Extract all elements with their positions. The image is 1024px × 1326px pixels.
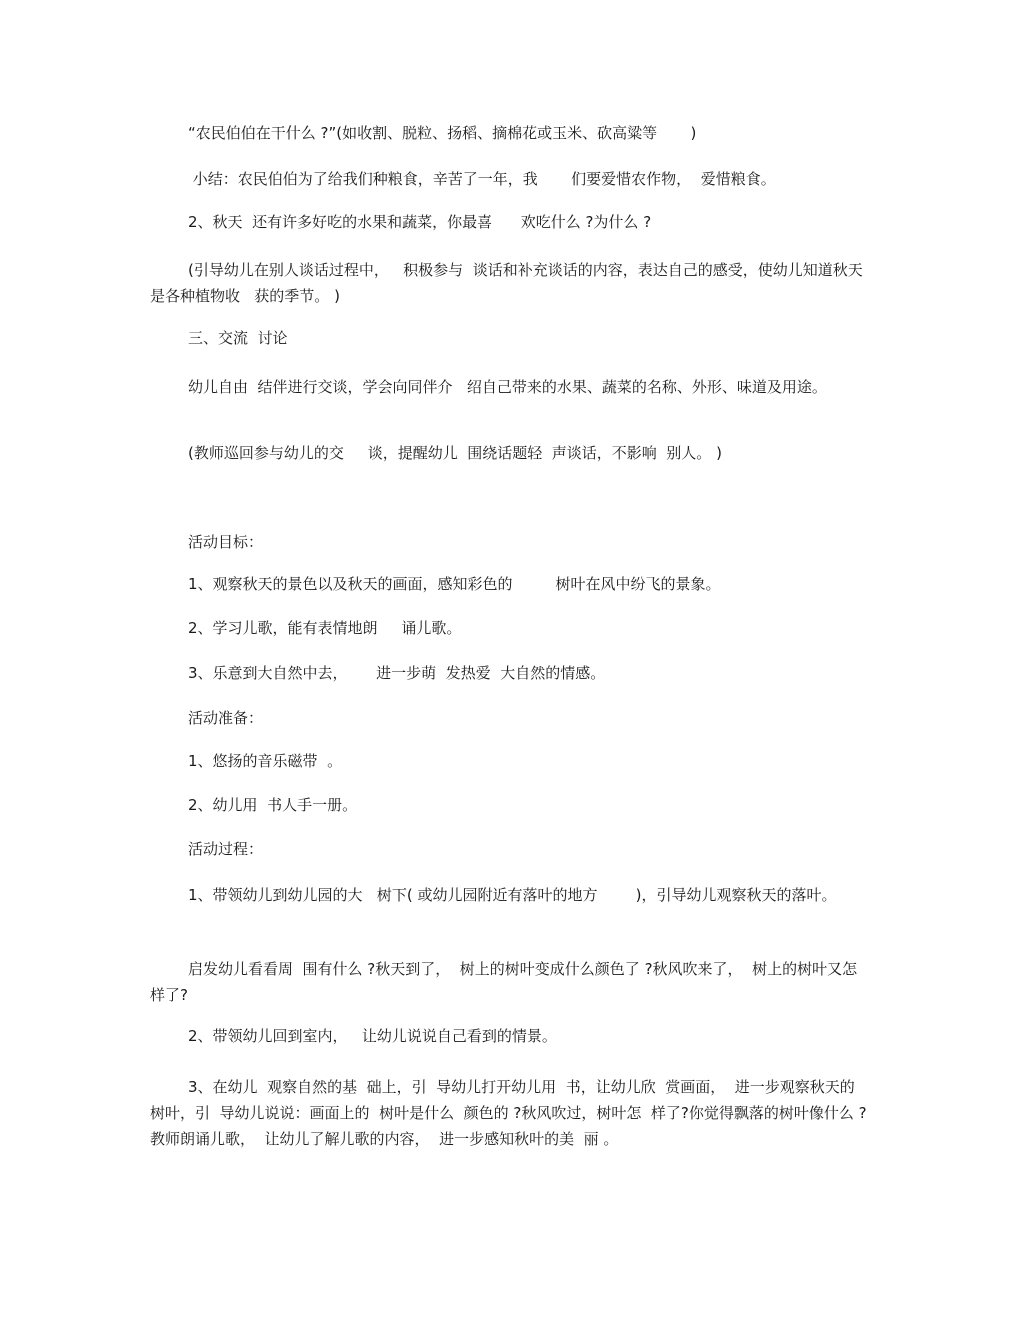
goal-item-3: 3、乐意到大自然中去， 进一步萌 发热爱 大自然的情感。 bbox=[188, 664, 606, 682]
prep-item-1: 1、悠扬的音乐磁带 。 bbox=[188, 752, 343, 770]
heading-activity-goals: 活动目标： bbox=[188, 533, 264, 551]
section-heading-discussion: 三、交流 讨论 bbox=[188, 329, 288, 347]
process-item-1: 1、带领幼儿到幼儿园的大 树下( 或幼儿园附近有落叶的地方 )，引导幼儿观察秋天的落叶。 bbox=[188, 886, 837, 904]
heading-activity-prep: 活动准备： bbox=[188, 709, 264, 727]
paragraph-free-talk: 幼儿自由 结伴进行交谈，学会向同伴介 绍自己带来的水果、蔬菜的名称、外形、味道及用途。 bbox=[188, 378, 827, 396]
paragraph-farmer-question: “农民伯伯在干什么 ?”(如收割、脱粒、扬稻、摘棉花或玉米、砍高粱等 ) bbox=[188, 124, 697, 142]
heading-activity-process: 活动过程： bbox=[188, 840, 264, 858]
prep-item-2: 2、幼儿用 书人手一册。 bbox=[188, 796, 358, 814]
paragraph-teacher-note: (教师巡回参与幼儿的交 谈，提醒幼儿 围绕话题轻 声谈话，不影响 别人。 ) bbox=[188, 444, 722, 462]
goal-item-1: 1、观察秋天的景色以及秋天的画面，感知彩色的 树叶在风中纷飞的景象。 bbox=[188, 575, 721, 593]
paragraph-inspire: 启发幼儿看看周 围有什么 ?秋天到了， 树上的树叶变成什么颜色了 ?秋风吹来了， 树上的树叶又怎样了? bbox=[150, 960, 858, 1004]
goal-item-2: 2、学习儿歌，能有表情地朗 诵儿歌。 bbox=[188, 619, 462, 637]
paragraph-guide-note: (引导幼儿在别人谈话过程中， 积极参与 谈话和补充谈话的内容，表达自己的感受，使幼儿知道秋天是各种植物收 获的季节。 ) bbox=[150, 261, 863, 305]
paragraph-summary: 小结：农民伯伯为了给我们种粮食，辛苦了一年，我 们要爱惜农作物， 爱惜粮食。 bbox=[188, 170, 776, 188]
process-item-3: 3、在幼儿 观察自然的基 础上，引 导幼儿打开幼儿用 书，让幼儿欣 赏画面， 进一步观察秋天的 树叶，引 导幼儿说说：画面上的 树叶是什么 颜色的 ?秋风吹过，树叶怎 样了?你觉得飘落的树叶像什么 ?教师朗诵儿歌， 让幼儿了解儿歌的内容， 进一步感知秋叶的美 丽 。 bbox=[150, 1078, 867, 1148]
process-item-2: 2、带领幼儿回到室内， 让幼儿说说自己看到的情景。 bbox=[188, 1027, 557, 1045]
paragraph-fruits-question: 2、秋天 还有许多好吃的水果和蔬菜，你最喜 欢吃什么 ?为什么 ? bbox=[188, 213, 652, 231]
